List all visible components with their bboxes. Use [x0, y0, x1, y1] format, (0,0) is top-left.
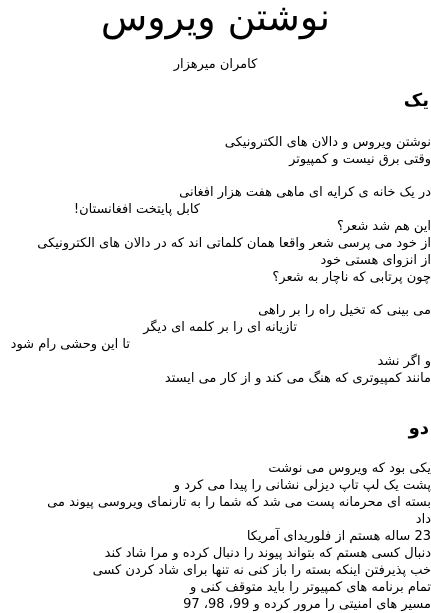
- author-name: کامران میرهزار: [173, 57, 258, 72]
- poem-line: خب پذیرفتن اینکه بسته را باز کنی نه تنها برای شاد کردن کسی: [92, 563, 431, 578]
- poem-line: داد: [415, 512, 431, 527]
- poem-line: 23 ساله هستم از فلوریدای آمریکا: [246, 529, 431, 544]
- section-heading-two: دو: [408, 418, 429, 439]
- poem-title: نوشتن ویروس: [100, 0, 331, 39]
- poem-line: نوشتن ویروس و دالان های الکترونیکی: [224, 135, 431, 150]
- poem-line: چون پرتابی که ناچار به شعر؟: [272, 270, 431, 285]
- section-heading-one: یک: [403, 90, 429, 111]
- poem-line: مانند کمپیوتری که هنگ می کند و از کار می ایستد: [164, 371, 431, 386]
- poem-line: در یک خانه ی کرایه ای ماهی هفت هزار افغانی: [179, 185, 431, 200]
- poem-line: از خود می پرسی شعر واقعا همان کلماتی اند که در دالان های الکترونیکی: [37, 236, 431, 251]
- poem-line: تا این وحشی رام شود: [10, 337, 130, 352]
- poem-line: و اگر نشد: [377, 354, 431, 369]
- poem-line: پشت یک لپ تاپ دیزلی نشانی را پیدا می کرد و: [173, 478, 431, 493]
- poem-line: بسته ای محرمانه پست می شد که شما را به تارنمای ویروسی پیوند می: [47, 495, 431, 510]
- poem-line: این هم شد شعر؟: [337, 219, 431, 234]
- poem-line: تمام برنامه های کمپیوتر را باید متوقف کنی و: [190, 580, 431, 595]
- poem-line: می بینی که تخیل راه را بر راهی: [258, 303, 431, 318]
- poem-line: مسیر های امنیتی را مرور کرده و 99، 98، 97: [183, 597, 431, 612]
- poem-line: دنبال کسی هستم که بتواند پیوند را دنبال کرده و مرا شاد کند: [104, 546, 431, 561]
- poem-line: یکی بود که ویروس می نوشت: [268, 461, 431, 476]
- poem-line: کابل پایتخت افغانستان!: [73, 202, 200, 217]
- poem-line: از انزوای هستی خود: [320, 253, 431, 268]
- poem-line: تازیانه ای را بر کلمه ای دیگر: [143, 320, 297, 335]
- poem-line: وقتی برق نیست و کمپیوتر: [289, 152, 431, 167]
